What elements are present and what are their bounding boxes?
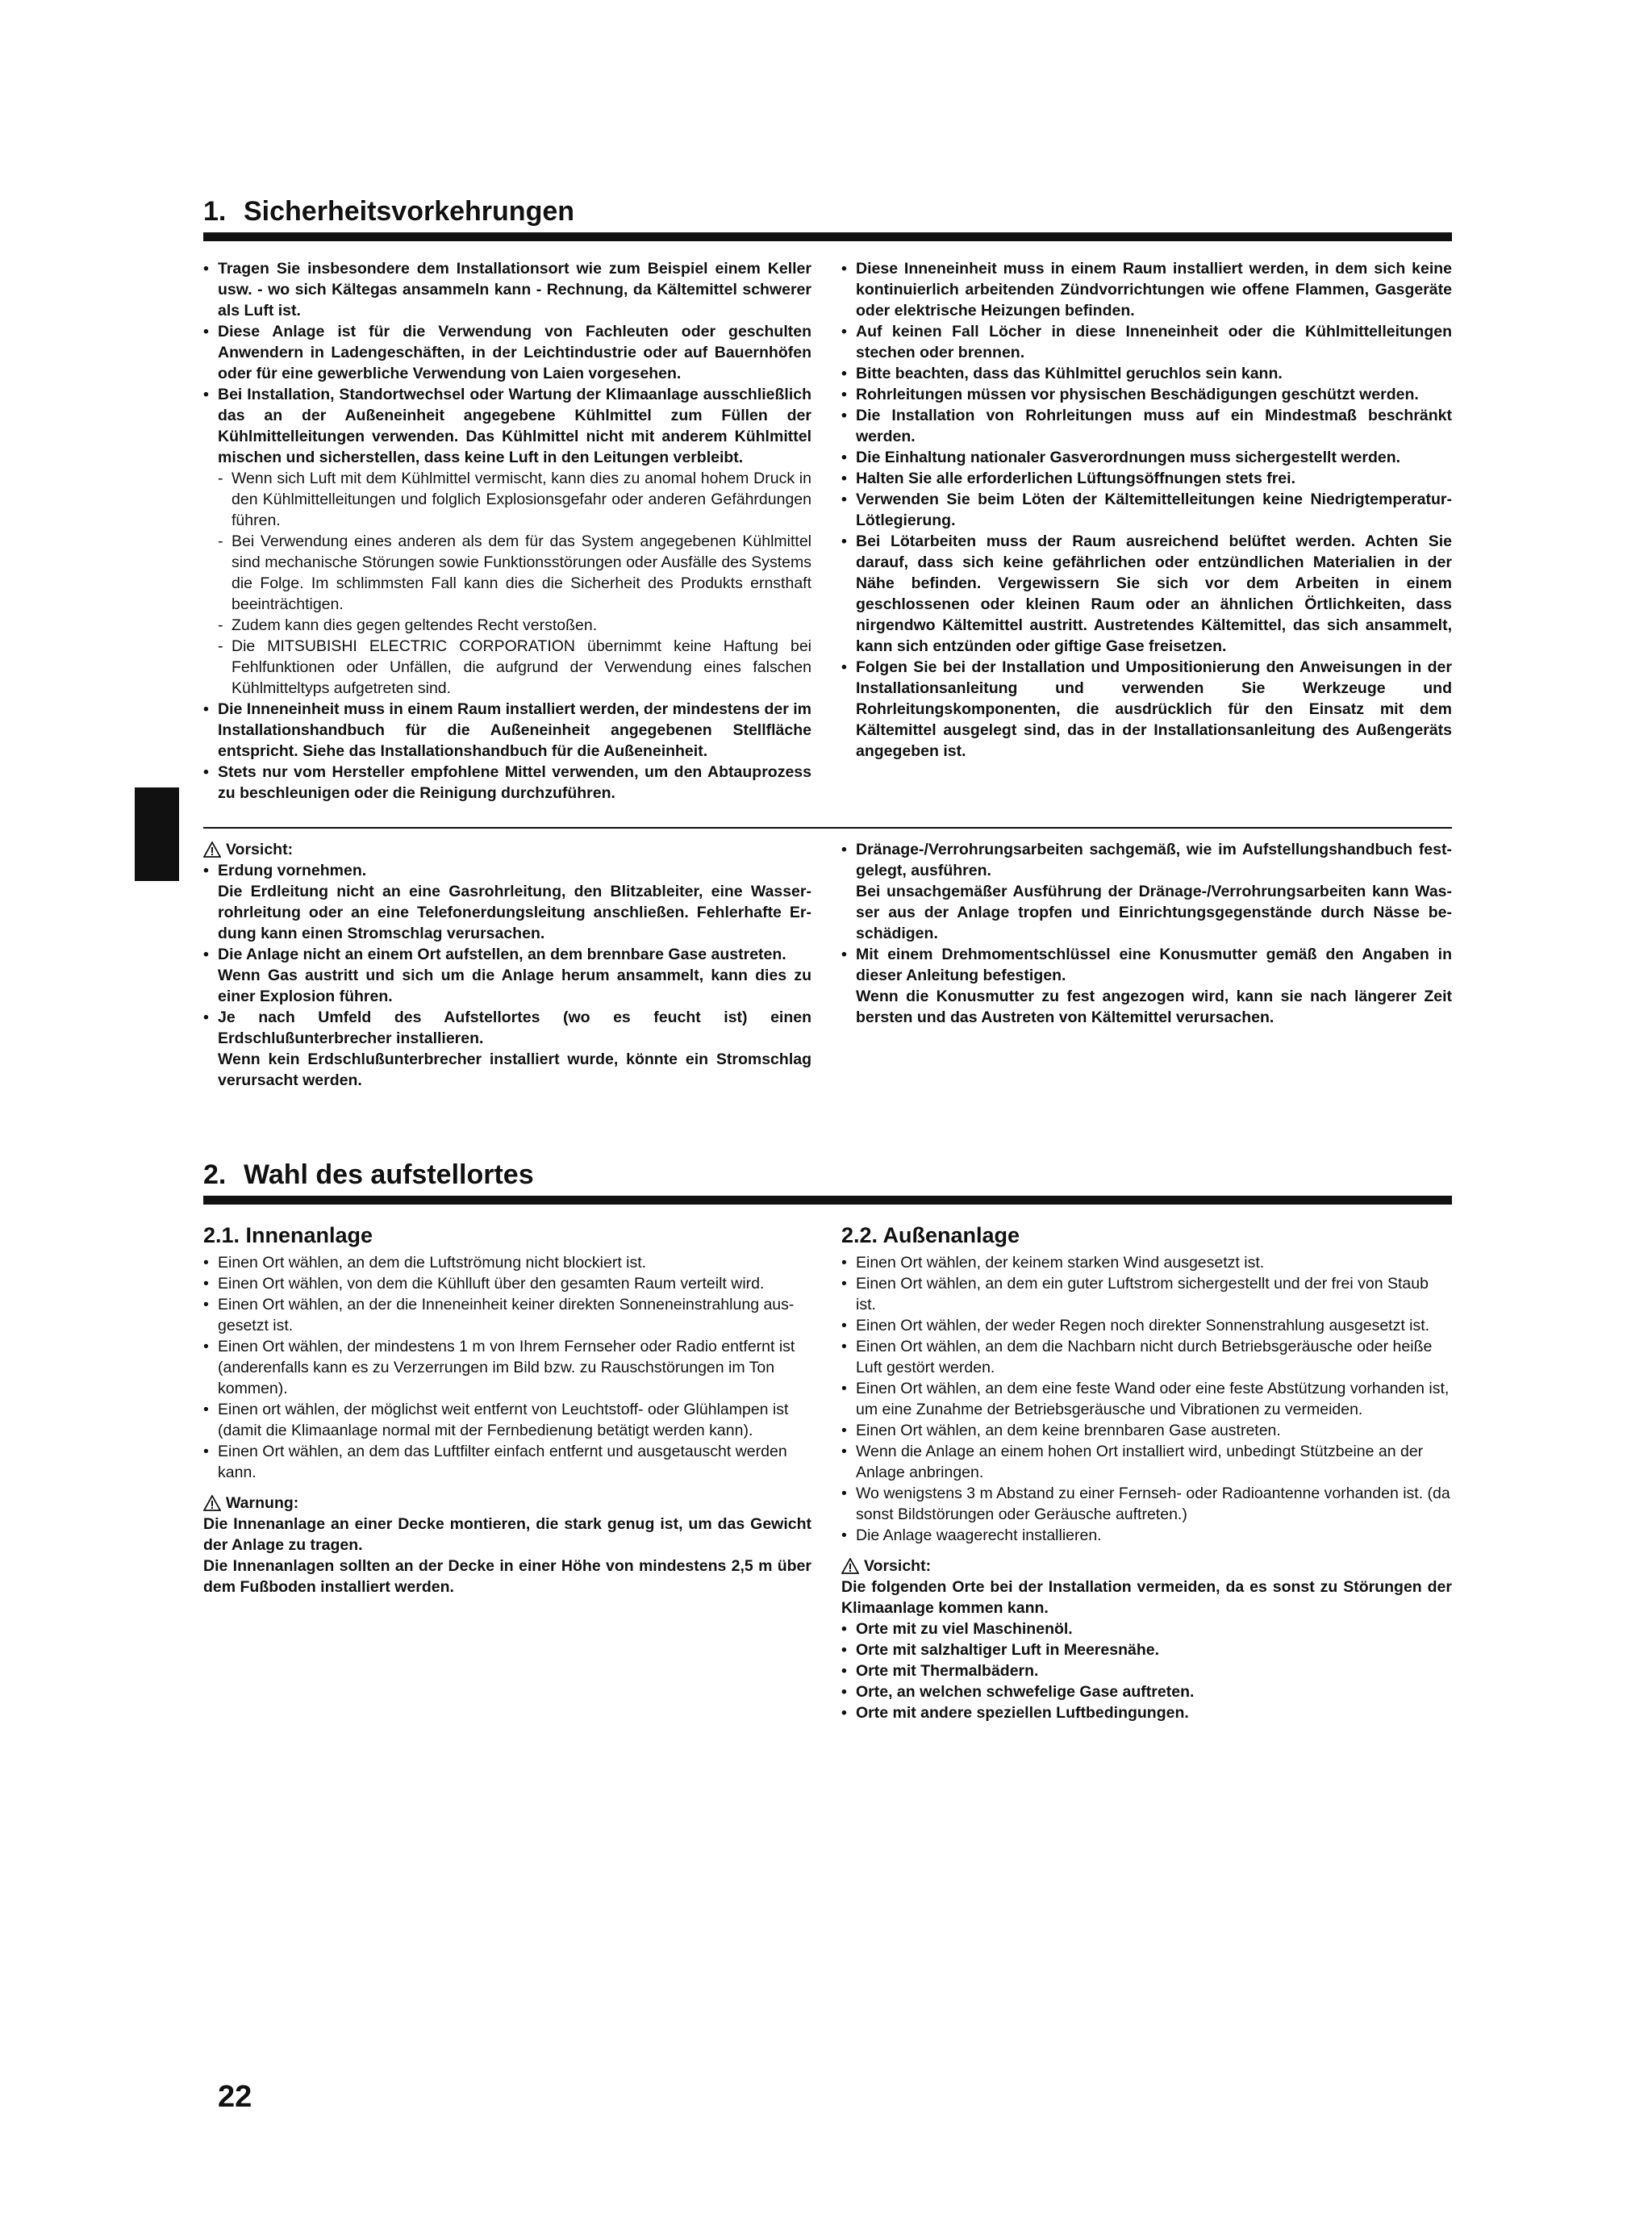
list-item: • Stets nur vom Hersteller empfohlene Mittel verwenden, um den Abtauprozess zu beschleunigen oder die Reinigung durchzuführen. bbox=[203, 762, 811, 804]
warning-heading: Warnung: bbox=[203, 1493, 811, 1514]
list-item: • Einen Ort wählen, an dem das Luftfilter einfach entfernt und ausgetauscht werden kann. bbox=[203, 1441, 811, 1483]
caution-heading: Vorsicht: bbox=[203, 839, 811, 860]
warning-triangle-icon bbox=[841, 1558, 859, 1574]
outdoor-heading: 2.2. Außenanlage bbox=[841, 1223, 1020, 1247]
section-1-left-column bbox=[203, 258, 811, 804]
indoor-unit-column bbox=[203, 1222, 811, 1597]
list-item: • Diese Inneneinheit muss in einem Raum installiert werden, in dem sich keine kontinuierlich arbeitenden Zündvorrichtungen wie offene Flammen, Gasgeräte oder elektrische Heizungen befinden. bbox=[841, 258, 1452, 321]
list-item: • Diese Anlage ist für die Verwendung von Fachleuten oder geschulten Anwendern in Ladengeschäften, in der Leichtindustrie oder auf Bauernhöfen oder für eine gewerbliche Verwendung von Laien vorgesehen. bbox=[203, 321, 811, 384]
list-item: • Halten Sie alle erforderlichen Lüftungsöffnungen stets frei. bbox=[841, 468, 1452, 489]
list-item: • Wo wenigstens 3 m Abstand zu einer Fernseh- oder Radioantenne vorhanden ist. (da sonst Bildstörungen oder Geräusche auftreten.) bbox=[841, 1483, 1452, 1525]
list-item: • Orte, an welchen schwefelige Gase auftreten. bbox=[841, 1681, 1452, 1702]
list-item: • Verwenden Sie beim Löten der Kältemittelleitungen keine Niedrigtemperatur-Lötlegierung. bbox=[841, 489, 1452, 531]
sub-item: - Bei Verwendung eines anderen als dem für das System angegebenen Kühlmittel sind mechanische Störungen sowie Funktionsstörungen oder Ausfälle des Systems die Folge. Im schlimmsten Fall kann dies die Sicherheit des Produkts ernsthaft beeinträchtigen. bbox=[218, 532, 811, 613]
list-item: • Einen Ort wählen, von dem die Kühlluft über den gesamten Raum verteilt wird. bbox=[203, 1273, 811, 1294]
caution-intro: Die folgenden Orte bei der Installation vermeiden, da es sonst zu Störungen der Klimaanlage kommen kann. bbox=[841, 1578, 1452, 1617]
section-1-title bbox=[203, 196, 1452, 241]
list-item: • Orte mit andere speziellen Luftbedingungen. bbox=[841, 1702, 1452, 1723]
side-tab-marker bbox=[135, 787, 179, 881]
list-item: • Bei Lötarbeiten muss der Raum ausreichend belüftet werden. Achten Sie darauf, dass sich keine gefährlichen oder entzündlichen Materialien in der Nähe befinden. Vergewissern Sie sich vor dem Arbeiten in einem geschlossenen oder kleinen Raum oder an ähnlichen Örtlichkeiten, dass nirgendwo Kältemittel austritt. Austretendes Kältemittel, das sich ansammelt, kann sich entzünden oder giftige Gase freisetzen. bbox=[841, 531, 1452, 657]
list-item: • Einen Ort wählen, an dem keine brennbaren Gase austreten. bbox=[841, 1420, 1452, 1441]
list-item: • Einen Ort wählen, an der die Inneneinheit keiner direkten Sonneneinstrahlung aus-gesetzt ist. bbox=[203, 1294, 811, 1336]
section-1-title-text: Sicherheitsvorkehrungen bbox=[244, 196, 575, 227]
list-item: • Einen Ort wählen, der mindestens 1 m von Ihrem Fernseher oder Radio entfernt ist (anderenfalls kann es zu Verzerrungen im Bild bzw. zu Rauschstörungen im Ton kommen). bbox=[203, 1336, 811, 1399]
sub-item: - Wenn sich Luft mit dem Kühlmittel vermischt, kann dies zu anomal hohem Druck in den Kühlmittelleitungen und folglich Explosionsgefahr oder anderen Gefährdungen führen. bbox=[218, 470, 811, 529]
list-item: • Die Inneneinheit muss in einem Raum installiert werden, der mindestens der im Installationshandbuch für die Außeneinheit angegebenen Stellfläche entspricht. Siehe das Installationshandbuch für die Außeneinheit. bbox=[203, 699, 811, 762]
list-item: • Einen Ort wählen, der keinem starken Wind ausgesetzt ist. bbox=[841, 1252, 1452, 1273]
list-item: • Wenn die Anlage an einem hohen Ort installiert wird, unbedingt Stützbeine an der Anlage anbringen. bbox=[841, 1441, 1452, 1483]
list-item: • Folgen Sie bei der Installation und Umpositionierung den Anweisungen in der Installationsanleitung und verwenden Sie Werkzeuge und Rohrleitungskomponenten, die ausdrücklich für den Einsatz mit dem Kältemittel ausgelegt sind, das in der Installationsanleitung des Außengeräts angegeben ist. bbox=[841, 657, 1452, 762]
list-item: • Die Einhaltung nationaler Gasverordnungen muss sichergestellt werden. bbox=[841, 447, 1452, 468]
list-item: • Einen ort wählen, der möglichst weit entfernt von Leuchtstoff- oder Glühlampen ist (damit die Klimaanlage normal mit der Fernbedienung betätigt werden kann). bbox=[203, 1399, 811, 1441]
section-1-number: 1. bbox=[203, 196, 227, 227]
caution-item: • Erdung vornehmen. Die Erdleitung nicht an eine Gasrohrleitung, den Blitzableiter, eine Wasser-rohrleitung oder an eine Telefonerdungsleitung anschließen. Fehlerhafte Er-dung kann einen Stromschlag verursachen. bbox=[203, 860, 811, 944]
caution-item: • Mit einem Drehmomentschlüssel eine Konusmutter gemäß den Angaben in dieser Anleitung befestigen. Wenn die Konusmutter zu fest angezogen wird, kann sie nach längerer Zeit bersten und das Austreten von Kältemittel verursachen. bbox=[841, 944, 1452, 1028]
sub-item: - Die MITSUBISHI ELECTRIC CORPORATION übernimmt keine Haftung bei Fehlfunktionen oder Unfällen, die aufgrund der Verwendung eines falschen Kühlmitteltyps aufgetreten sind. bbox=[218, 637, 811, 697]
list-item: • Die Installation von Rohrleitungen muss auf ein Mindestmaß beschränkt werden. bbox=[841, 405, 1452, 447]
section-2-title bbox=[203, 1159, 1452, 1205]
list-item: • Orte mit salzhaltiger Luft in Meeresnähe. bbox=[841, 1639, 1452, 1660]
list-item: • Tragen Sie insbesondere dem Installationsort wie zum Beispiel einem Keller usw. - wo sich Kältegas ansammeln kann - Rechnung, da Kältemittel schwerer als Luft ist. bbox=[203, 258, 811, 321]
list-item: • Die Anlage waagerecht installieren. bbox=[841, 1525, 1452, 1546]
warning-triangle-icon bbox=[203, 842, 221, 858]
indoor-heading: 2.1. Innenanlage bbox=[203, 1223, 373, 1247]
list-item: • Auf keinen Fall Löcher in diese Inneneinheit oder die Kühlmittelleitungen stechen oder brennen. bbox=[841, 321, 1452, 363]
list-item: • Einen Ort wählen, an dem eine feste Wand oder eine feste Abstützung vorhanden ist, um eine Zunahme der Betriebsgeräusche und Vibrationen zu vermeiden. bbox=[841, 1378, 1452, 1420]
section-2-number: 2. bbox=[203, 1159, 227, 1190]
caution-item: • Je nach Umfeld des Aufstellortes (wo es feucht ist) einen Erdschlußunterbrecher installieren. Wenn kein Erdschlußunterbrecher installiert wurde, könnte ein Stromschlag verursacht werden. bbox=[203, 1007, 811, 1091]
refrigerant-sublist bbox=[203, 468, 811, 699]
outdoor-unit-column bbox=[841, 1222, 1452, 1723]
sub-item: - Zudem kann dies gegen geltendes Recht verstoßen. bbox=[218, 616, 598, 634]
list-item: • Bitte beachten, dass das Kühlmittel geruchlos sein kann. bbox=[841, 363, 1452, 384]
section-2-title-text: Wahl des aufstellortes bbox=[244, 1159, 534, 1190]
list-item: • Einen Ort wählen, an dem ein guter Luftstrom sichergestellt und der frei von Staub ist. bbox=[841, 1273, 1452, 1315]
warning-paragraph: Die Innenanlage an einer Decke montieren, die stark genug ist, um das Gewicht der Anlage zu tragen. bbox=[203, 1515, 811, 1554]
list-item: • Einen Ort wählen, der weder Regen noch direkter Sonnenstrahlung ausgesetzt ist. bbox=[841, 1315, 1452, 1336]
list-item: • Bei Installation, Standortwechsel oder Wartung der Klimaanlage ausschließlich das an der Außeneinheit angegebene Kühlmittel zum Füllen der Kühlmittelleitungen verwenden. Das Kühlmittel nicht mit anderem Kühlmittel mischen und sicherstellen, dass keine Luft in den Leitungen verbleibt. bbox=[203, 384, 811, 468]
caution-right-column bbox=[841, 839, 1452, 1028]
caution-item: • Dränage-/Verrohrungsarbeiten sachgemäß, wie im Aufstellungshandbuch fest-gelegt, ausführen. Bei unsachgemäßer Ausführung der Dränage-/Verrohrungsarbeiten kann Was-ser aus der Anlage tropfen und Einrichtungsgegenstände durch Nässe be-schädigen. bbox=[841, 839, 1452, 944]
caution-heading: Vorsicht: bbox=[841, 1556, 1452, 1577]
caution-divider bbox=[203, 827, 1452, 829]
list-item: • Einen Ort wählen, an dem die Luftströmung nicht blockiert ist. bbox=[203, 1252, 811, 1273]
list-item: • Einen Ort wählen, an dem die Nachbarn nicht durch Betriebsgeräusche oder heiße Luft gestört werden. bbox=[841, 1336, 1452, 1378]
list-item: • Orte mit zu viel Maschinenöl. bbox=[841, 1618, 1452, 1639]
list-item: • Orte mit Thermalbädern. bbox=[841, 1660, 1452, 1681]
caution-left-column bbox=[203, 839, 811, 1091]
section-1-right-column bbox=[841, 258, 1452, 762]
page-number: 22 bbox=[218, 2080, 252, 2114]
warning-triangle-icon bbox=[203, 1495, 221, 1511]
warning-paragraph: Die Innenanlagen sollten an der Decke in einer Höhe von mindestens 2,5 m über dem Fußboden installiert werden. bbox=[203, 1557, 811, 1596]
list-item: • Rohrleitungen müssen vor physischen Beschädigungen geschützt werden. bbox=[841, 384, 1452, 405]
caution-item: • Die Anlage nicht an einem Ort aufstellen, an dem brennbare Gase austreten. Wenn Gas austritt und sich um die Anlage herum ansammelt, kann dies zu einer Explosion führen. bbox=[203, 944, 811, 1007]
